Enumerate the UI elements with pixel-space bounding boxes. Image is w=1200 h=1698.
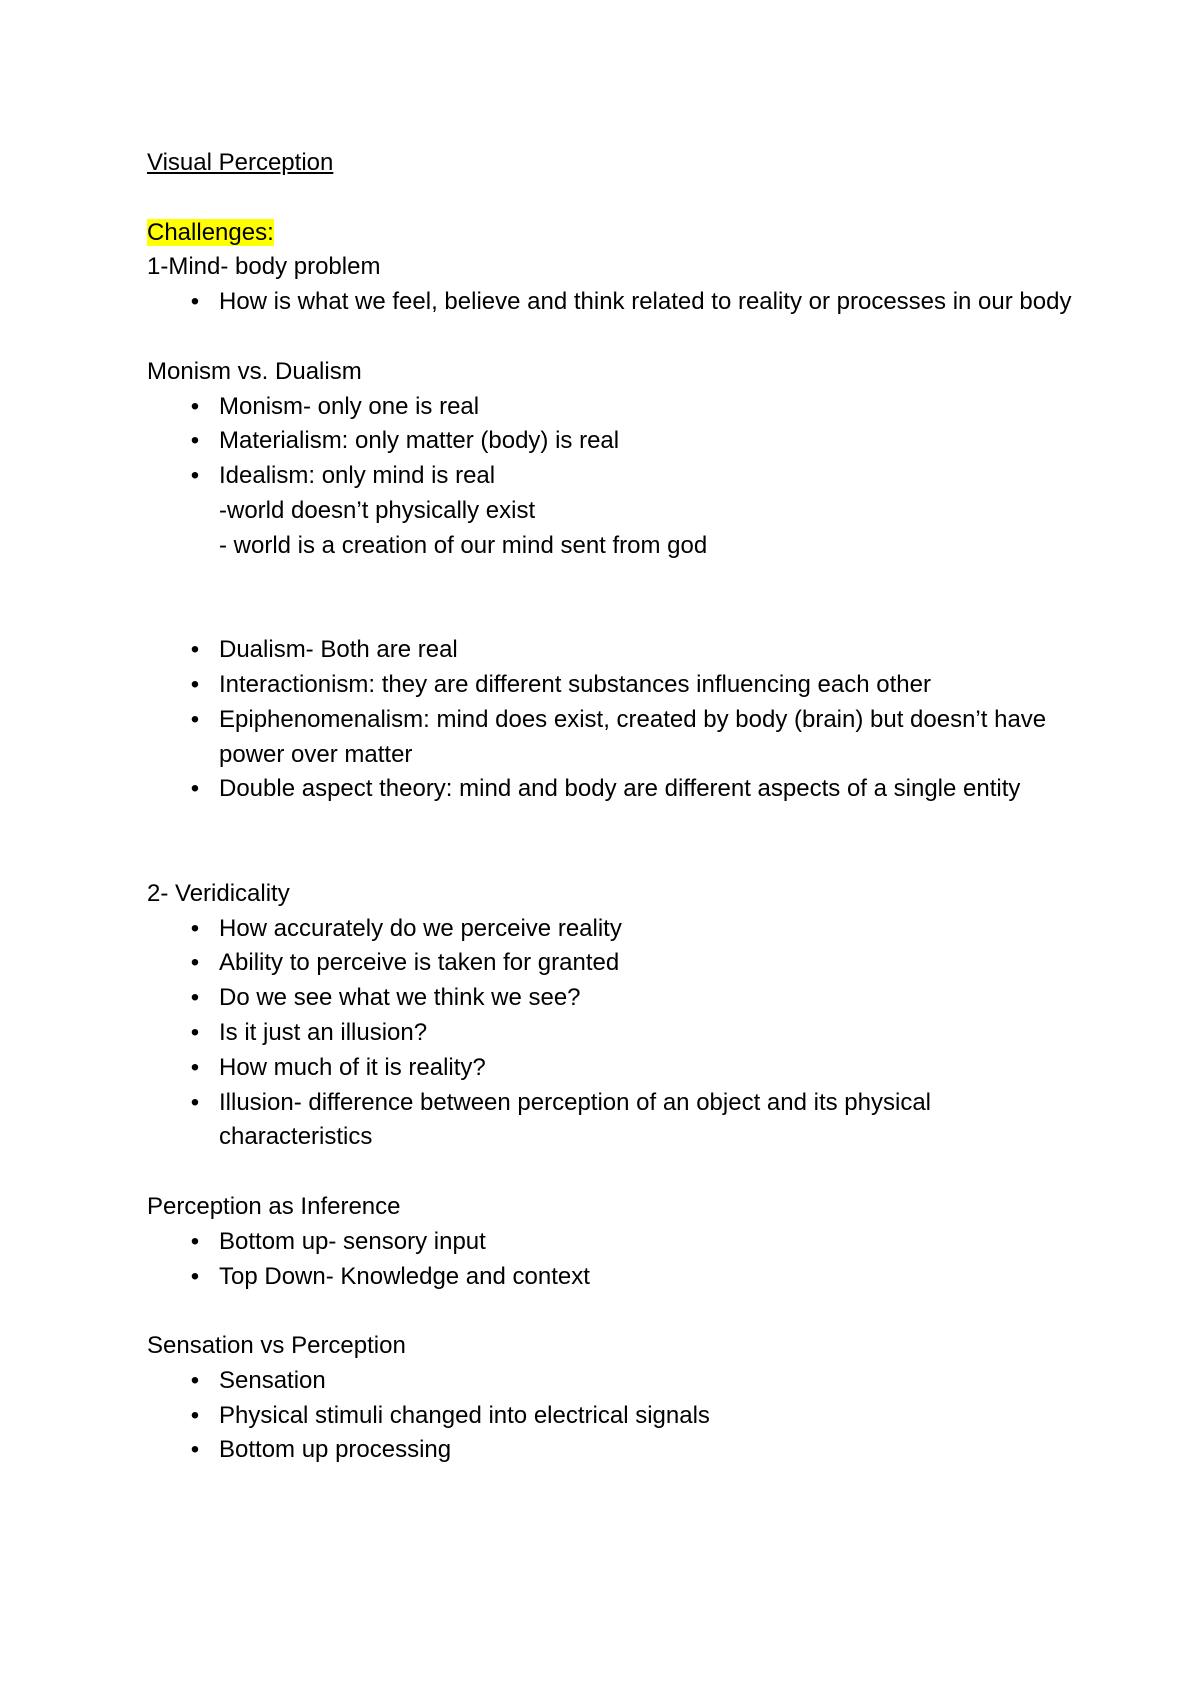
list-item-text: Interactionism: they are different substances influencing each other — [219, 670, 931, 698]
list-item — [147, 668, 1077, 703]
list-item-text: How accurately do we perceive reality — [219, 914, 622, 942]
list-item — [147, 703, 1077, 773]
sensation-heading: Sensation vs Perception — [147, 1332, 406, 1360]
section1-heading: 1-Mind- body problem — [147, 253, 381, 281]
list-item — [147, 981, 1077, 1016]
list-item — [147, 459, 1077, 563]
list-item — [147, 390, 1077, 425]
spacer — [147, 564, 1077, 599]
list-item — [147, 912, 1077, 947]
section1-list — [147, 285, 1077, 320]
bullet-icon: • — [190, 1436, 200, 1464]
sensation-list — [147, 1364, 1077, 1468]
spacer — [147, 1155, 1077, 1190]
list-item — [147, 772, 1077, 807]
list-item-text: Physical stimuli changed into electrical signals — [219, 1401, 710, 1429]
challenges-label: Challenges: — [147, 218, 274, 246]
list-item — [147, 285, 1077, 320]
bullet-icon: • — [190, 984, 200, 1012]
list-item-text: Bottom up- sensory input — [219, 1227, 486, 1255]
inference-list — [147, 1225, 1077, 1295]
list-item — [147, 1364, 1077, 1399]
spacer — [147, 807, 1077, 842]
list-item-text: Illusion- difference between perception of an object and its physical characteristics — [219, 1088, 931, 1151]
idealism-subline: - world is a creation of our mind sent from god — [219, 531, 708, 559]
document-title: Visual Perception — [147, 149, 334, 176]
list-item-text: Idealism: only mind is real — [219, 462, 496, 490]
bullet-icon: • — [190, 1401, 200, 1429]
idealism-subline: -world doesn’t physically exist — [219, 496, 536, 524]
list-item-text: Monism- only one is real — [219, 392, 480, 420]
list-item — [147, 1225, 1077, 1260]
bullet-icon: • — [190, 775, 200, 803]
list-item — [147, 946, 1077, 981]
bullet-icon: • — [190, 1053, 200, 1081]
list-item — [147, 1051, 1077, 1086]
list-item — [147, 1433, 1077, 1468]
bullet-icon: • — [190, 392, 200, 420]
list-item — [147, 633, 1077, 668]
challenges-heading — [147, 216, 1077, 251]
list-item — [147, 1086, 1077, 1156]
list-item-text: Top Down- Knowledge and context — [219, 1262, 590, 1290]
section2-heading: 2- Veridicality — [147, 879, 290, 907]
bullet-icon: • — [190, 462, 200, 490]
inference-heading: Perception as Inference — [147, 1192, 401, 1220]
bullet-icon: • — [190, 705, 200, 733]
list-item-text: Double aspect theory: mind and body are different aspects of a single entity — [219, 775, 1021, 803]
monism-list — [147, 390, 1077, 564]
monism-dualism-heading: Monism vs. Dualism — [147, 357, 362, 385]
list-item — [147, 1016, 1077, 1051]
spacer — [147, 320, 1077, 355]
spacer — [147, 842, 1077, 877]
list-item-text: Bottom up processing — [219, 1436, 452, 1464]
bullet-icon: • — [190, 1018, 200, 1046]
bullet-icon: • — [190, 1088, 200, 1116]
list-item-text: Is it just an illusion? — [219, 1018, 428, 1046]
bullet-icon: • — [190, 636, 200, 664]
spacer — [147, 598, 1077, 633]
list-item-text: Ability to perceive is taken for granted — [219, 949, 620, 977]
list-item — [147, 1399, 1077, 1434]
list-item-text: Sensation — [219, 1366, 326, 1394]
bullet-icon: • — [190, 670, 200, 698]
list-item-text: Do we see what we think we see? — [219, 984, 581, 1012]
bullet-icon: • — [190, 1262, 200, 1290]
list-item — [147, 1260, 1077, 1295]
bullet-icon: • — [190, 1227, 200, 1255]
list-item-text: Materialism: only matter (body) is real — [219, 427, 620, 455]
list-item-text: How is what we feel, believe and think related to reality or processes in our body — [219, 288, 1072, 316]
dualism-list — [147, 633, 1077, 807]
list-item-text: Dualism- Both are real — [219, 636, 458, 664]
section2-list — [147, 912, 1077, 1156]
spacer — [147, 1294, 1077, 1329]
bullet-icon: • — [190, 949, 200, 977]
bullet-icon: • — [190, 288, 200, 316]
document-body — [147, 146, 1077, 1468]
bullet-icon: • — [190, 427, 200, 455]
list-item-text: How much of it is reality? — [219, 1053, 486, 1081]
bullet-icon: • — [190, 914, 200, 942]
spacer — [147, 181, 1077, 216]
list-item — [147, 424, 1077, 459]
list-item-text: Epiphenomenalism: mind does exist, created by body (brain) but doesn’t have power over matter — [219, 705, 1047, 768]
bullet-icon: • — [190, 1366, 200, 1394]
